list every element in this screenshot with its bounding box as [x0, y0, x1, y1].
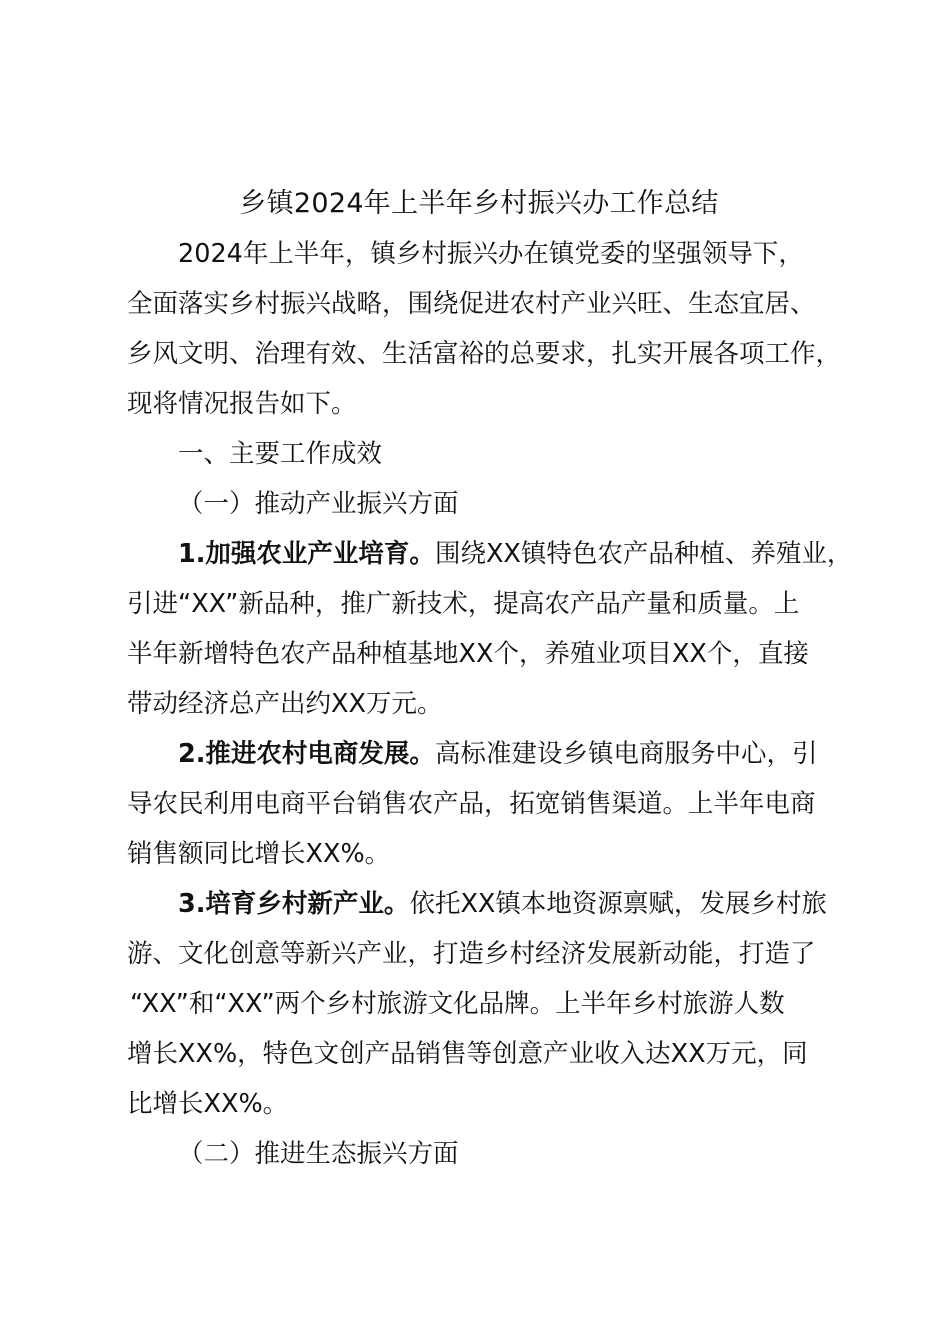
item-1-heading: 1.加强农业产业培育。 — [178, 539, 435, 569]
item-1-line-2: 引进“XX”新品种，推广新技术，提高农产品产量和质量。上 — [127, 589, 800, 619]
subsection-heading-industry: （一）推动产业振兴方面 — [178, 489, 459, 519]
item-3-line-3: “XX”和“XX”两个乡村旅游文化品牌。上半年乡村旅游人数 — [130, 989, 785, 1019]
intro-line-3: 乡风文明、治理有效、生活富裕的总要求，扎实开展各项工作， — [127, 339, 842, 369]
item-1-line-4: 带动经济总产出约XX万元。 — [127, 689, 443, 719]
item-3-heading: 3.培育乡村新产业。 — [178, 889, 410, 919]
document-title: 乡镇2024年上半年乡村振兴办工作总结 — [239, 188, 719, 219]
item-2-heading: 2.推进农村电商发展。 — [178, 739, 435, 769]
item-1-line-1-text: 围绕XX镇特色农产品种植、养殖业， — [434, 539, 853, 569]
item-3-line-4: 增长XX%，特色文创产品销售等创意产业收入达XX万元，同 — [127, 1039, 808, 1069]
intro-line-1: 2024年上半年，镇乡村振兴办在镇党委的坚强领导下， — [178, 239, 804, 269]
item-1-line-3: 半年新增特色农产品种植基地XX个，养殖业项目XX个，直接 — [127, 639, 809, 669]
item-3-line-1 — [178, 884, 827, 924]
item-2-line-1-text: 高标准建设乡镇电商服务中心，引 — [434, 739, 818, 769]
item-2-line-2: 导农民利用电商平台销售农产品，拓宽销售渠道。上半年电商 — [127, 789, 816, 819]
section-heading-main-achievements: 一、主要工作成效 — [178, 439, 383, 469]
subsection-heading-ecology: （二）推进生态振兴方面 — [178, 1139, 459, 1169]
item-1-line-1 — [178, 534, 852, 574]
item-2-line-3: 销售额同比增长XX%。 — [127, 839, 391, 869]
item-3-line-2: 游、文化创意等新兴产业，打造乡村经济发展新动能，打造了 — [127, 939, 816, 969]
intro-line-2: 全面落实乡村振兴战略，围绕促进农村产业兴旺、生态宜居、 — [127, 289, 816, 319]
intro-line-4: 现将情况报告如下。 — [127, 389, 357, 419]
item-2-line-1 — [178, 734, 817, 774]
item-3-line-1-text: 依托XX镇本地资源禀赋，发展乡村旅 — [409, 889, 827, 919]
item-3-line-5: 比增长XX%。 — [127, 1089, 289, 1119]
